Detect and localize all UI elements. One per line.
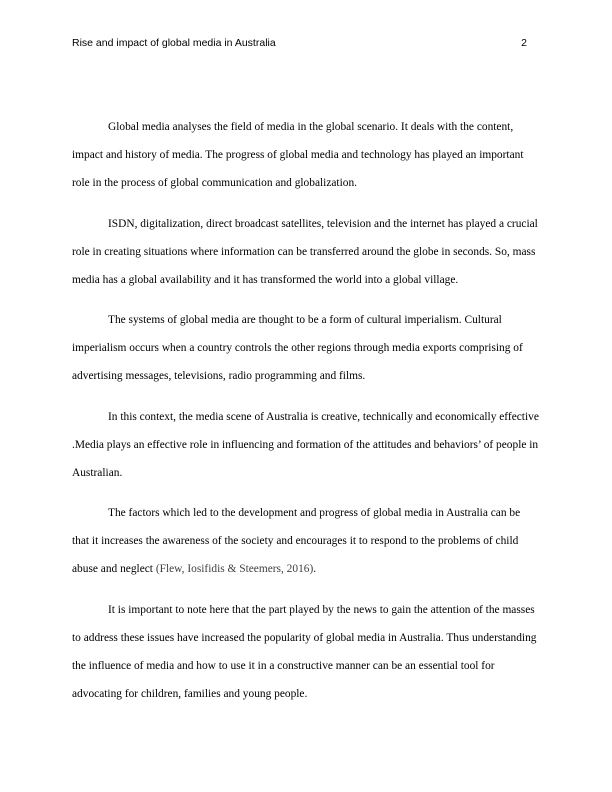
paragraph-factors-end: . [313,563,317,576]
page-number: 2 [521,37,527,49]
running-header: Rise and impact of global media in Australia [72,37,276,49]
paragraph-technology: ISDN, digitalization, direct broadcast satellites, television and the internet has played a crucial role in creating situations where information can be transferred around the globe in seconds. So, mass media has a global availability and it has transformed the world into a global village. [72,217,538,286]
paragraph-australia-context: In this context, the media scene of Australia is creative, technically and economically effective .Media plays an effective role in influencing and formation of the attitudes and behaviors’ of people in Australian. [72,410,539,479]
paragraph-cultural-imperialism: The systems of global media are thought to be a form of cultural imperialism. Cultural imperialism occurs when a country controls the other regions through media exports comprising of advertising messages, televisions, radio programming and films. [72,314,523,383]
paragraph-factors-text: The factors which led to the development and progress of global media in Australia can be that it increases the awareness of the society and encourages it to respond to the problems of child abuse and neglect [72,507,521,576]
document-body [72,113,540,721]
paragraph-global-media: Global media analyses the field of media in the global scenario. It deals with the content, impact and history of media. The progress of global media and technology has played an important role in the process of global communication and globalization. [72,121,524,189]
paragraph-factors [72,499,540,583]
citation: (Flew, Iosifidis & Steemers, 2016) [155,563,314,576]
paragraph-news-role: It is important to note here that the part played by the news to gain the attention of the masses to address these issues have increased the popularity of global media in Australia. Thus understanding the influence of media and how to use it in a constructive manner can be an essential tool for advocating for children, families and young people. [72,603,537,700]
